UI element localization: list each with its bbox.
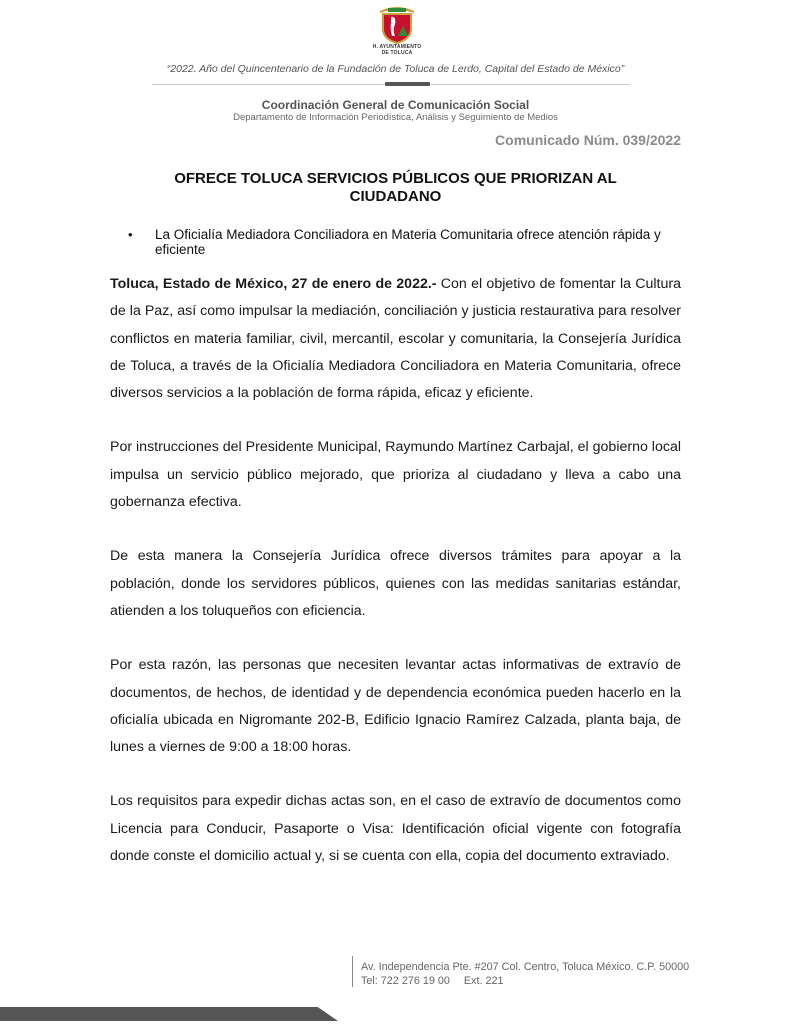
summary-bullet xyxy=(128,227,690,257)
paragraph-2: Por instrucciones del Presidente Municipal, Raymundo Martínez Carbajal, el gobierno local impulsa un servicio público mejorado, que prioriza al ciudadano y lleva a cabo una gobernanza efectiva. xyxy=(110,439,681,511)
bullet-text: La Oficialía Mediadora Conciliadora en Materia Comunitaria ofrece atención rápida y eficiente xyxy=(155,227,661,257)
paragraph-5: Los requisitos para expedir dichas actas son, en el caso de extravío de documentos como Licencia para Conducir, Pasaporte o Visa: Identificación oficial vigente con fotografía donde conste el domicilio actual y, si se cuenta con ella, copia del documento extraviado. xyxy=(110,793,681,865)
footer-extension: Ext. 221 xyxy=(463,975,504,987)
paragraph-1 xyxy=(110,271,681,407)
bullet-dot-icon: • xyxy=(128,227,133,242)
logo-caption-line1: H. AYUNTAMIENTO xyxy=(372,44,422,50)
footer-address: Av. Independencia Pte. #207 Col. Centro, Toluca México. C.P. 50000 xyxy=(361,961,690,973)
paragraph-1-text: Con el objetivo de fomentar la Cultura de la Paz, así como impulsar la mediación, conciliación y justicia restaurativa para resolver conflictos en materia familiar, civil, mercantil, escolar y comunitaria, la Consejería Jurídica de Toluca, a través de la Oficialía Mediadora Conciliadora en Materia Comunitaria, ofrece diversos servicios a la población de forma rápida, eficaz y eficiente. xyxy=(110,276,682,402)
logo-caption xyxy=(360,44,434,56)
footer-divider xyxy=(352,956,353,987)
logo-caption-line2: DE TOLUCA xyxy=(381,50,413,56)
department-title: Coordinación General de Comunicación Social xyxy=(261,98,530,112)
official-motto: “2022. Año del Quincentenario de la Fundación de Toluca de Lerdo, Capital del Estado de México” xyxy=(166,63,625,75)
paragraph-3: De esta manera la Consejería Jurídica ofrece diversos trámites para apoyar a la población, donde los servidores públicos, quienes con las medidas sanitarias estándar, atienden a los toluqueños con eficiencia. xyxy=(110,548,681,619)
article-body xyxy=(110,271,681,897)
paragraph-4: Por esta razón, las personas que necesiten levantar actas informativas de extravío de documentos, de hechos, de identidad y de dependencia económica pueden hacerlo en la oficialía ubicada en Nigromante 202-B, Edificio Ignacio Ramírez Calzada, planta baja, de lunes a viernes de 9:00 a 18:00 horas. xyxy=(110,657,681,756)
footer-contact xyxy=(361,960,689,988)
headline-line2: CIUDADANO xyxy=(349,188,442,205)
release-number: Comunicado Núm. 039/2022 xyxy=(495,132,681,148)
dateline: Toluca, Estado de México, 27 de enero de 2022.- xyxy=(110,276,437,292)
footer-phone: Tel: 722 276 19 00 xyxy=(361,975,450,987)
footer-phone-line xyxy=(361,974,689,988)
headline-line1: OFRECE TOLUCA SERVICIOS PÚBLICOS QUE PRIORIZAN AL xyxy=(174,170,617,187)
coat-of-arms-icon xyxy=(374,3,420,45)
department-subtitle: Departamento de Información Periodística, Análisis y Seguimiento de Medios xyxy=(233,112,558,123)
footer-decorative-bar xyxy=(0,1007,338,1021)
headline xyxy=(110,170,681,206)
header-divider-accent xyxy=(385,82,430,86)
